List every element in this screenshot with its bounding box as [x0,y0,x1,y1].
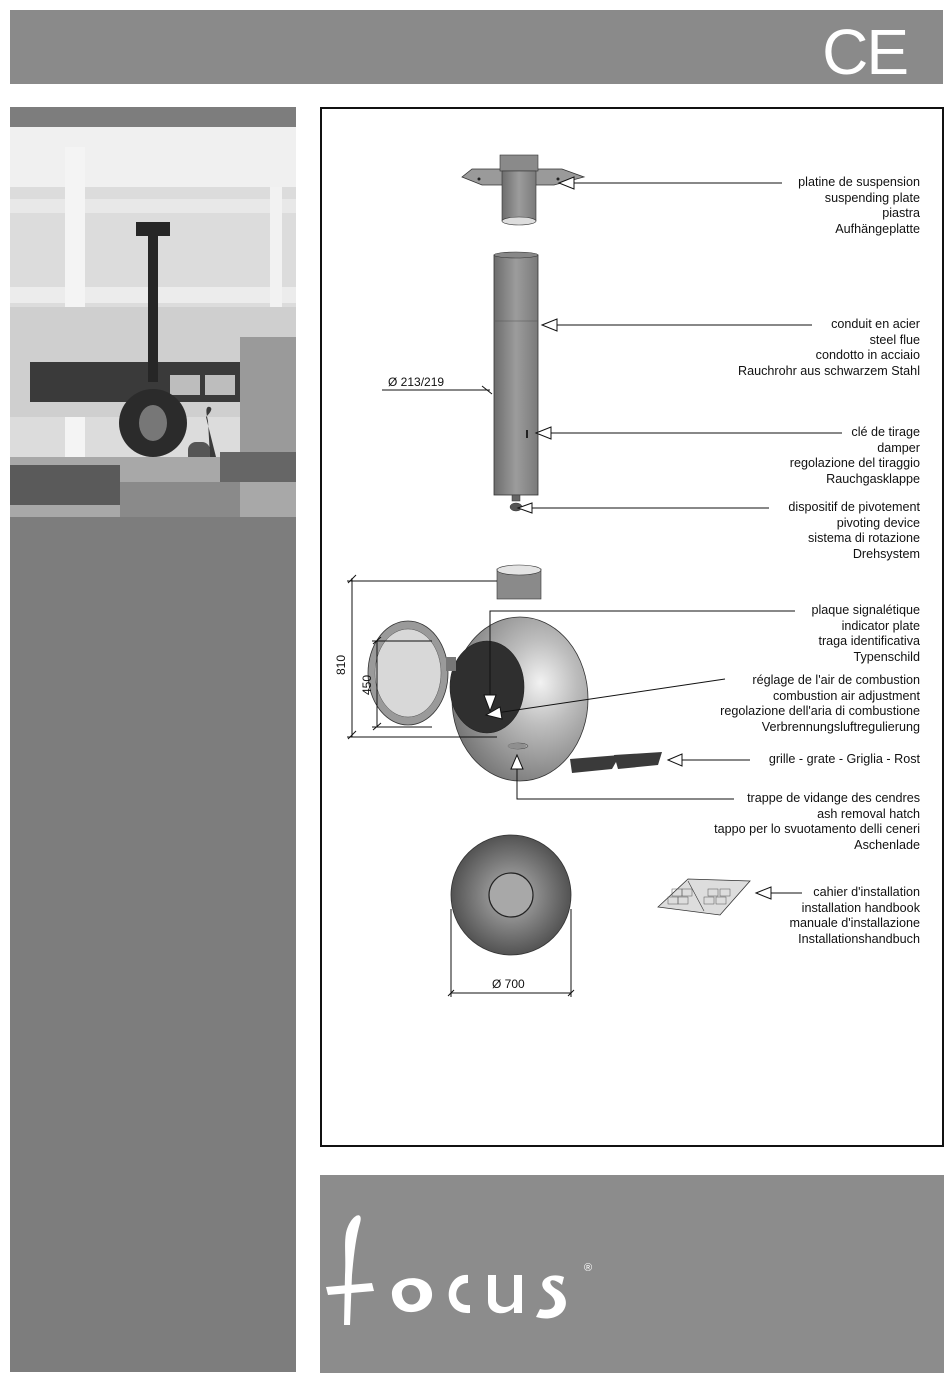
label-damper: clé de tirage damper regolazione del tiraggio Rauchgasklappe [789,425,920,486]
dimension-diameter: Ø 700 [492,977,525,991]
label-ash-hatch: trappe de vidange des cendres ash removal hatch tappo per lo svuotamento delli ceneri Aschenlade [714,791,920,852]
dimension-height-total: 810 [334,654,348,675]
ce-mark: CE [822,16,907,88]
leader-lines [347,177,842,997]
focus-logo [320,1175,944,1373]
label-handbook: cahier d'installation installation handbook manuale d'installazione Installationshandbuch [789,885,920,946]
label-steel-flue: conduit en acier steel flue condotto in acciaio Rauchrohr aus schwarzem Stahl [738,317,920,378]
label-suspending-plate: platine de suspension suspending plate piastra Aufhängeplatte [798,175,920,236]
ash-hatch-drawing [508,743,526,749]
brand-panel [320,1175,944,1373]
fireplace-photo [10,127,296,517]
fireplace-body-drawing [368,565,588,781]
grate-drawing [570,752,662,773]
handbook-drawing [658,879,750,915]
dimension-flue-diameter: Ø 213/219 [388,375,445,389]
label-combustion-air: réglage de l'air de combustion combustion air adjustment regolazione dell'aria di combustione Verbrennungsluftregulierung [720,673,920,734]
label-pivoting-device: dispositif de pivotement pivoting device sistema di rotazione Drehsystem [788,500,920,561]
registered-mark: ® [584,1262,593,1274]
components-diagram [320,107,944,1147]
steel-flue-drawing [494,252,538,511]
label-grate: grille - grate - Griglia - Rost [768,752,920,766]
label-indicator-plate: plaque signalétique indicator plate traga identificativa Typenschild [811,603,920,664]
sidebar [10,107,296,1372]
top-view-drawing [451,835,571,955]
dimension-height-door: 450 [360,674,374,695]
suspending-plate-drawing [462,155,584,225]
header-bar [10,10,943,88]
